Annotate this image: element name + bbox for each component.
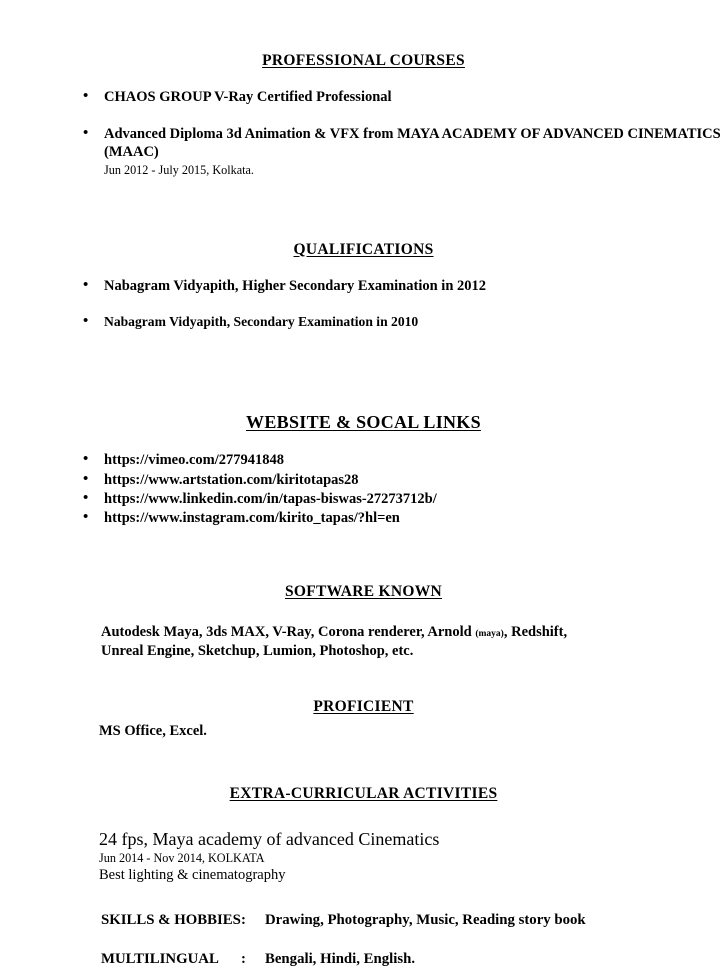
- section-heading-software-known: SOFTWARE KNOWN: [284, 582, 443, 600]
- skills-hobbies-value: Drawing, Photography, Music, Reading story book: [265, 911, 586, 928]
- multilingual-row: [101, 951, 727, 968]
- section-heading-website-social-links: WEBSITE & SOCAL LINKS: [246, 412, 481, 433]
- software-known-line-1: [101, 623, 727, 643]
- course-text: Advanced Diploma 3d Animation & VFX from MAYA ACADEMY OF ADVANCED CINEMATICS (MAAC): [104, 125, 721, 161]
- skills-hobbies-label: SKILLS & HOBBIES: [101, 911, 241, 928]
- extra-curricular-description: Best lighting & cinematography: [99, 867, 286, 884]
- link-vimeo[interactable]: https://vimeo.com/277941848: [104, 452, 285, 469]
- software-list-part-2: , Redshift,: [503, 623, 568, 640]
- qualification-text: Nabagram Vidyapith, Secondary Examination in 2010: [104, 314, 419, 330]
- social-links-list: [0, 451, 727, 528]
- link-linkedin[interactable]: https://www.linkedin.com/in/tapas-biswas-27273712b/: [104, 491, 437, 507]
- section-heading-qualifications: QUALIFICATIONS: [293, 240, 434, 258]
- proficient-text: MS Office, Excel.: [99, 722, 207, 739]
- list-item: [75, 125, 727, 179]
- skills-hobbies-colon: :: [241, 911, 246, 928]
- section-heading-proficient: PROFICIENT: [313, 697, 414, 715]
- software-list-part-1: Autodesk Maya, 3ds MAX, V-Ray, Corona renderer, Arnold: [101, 623, 476, 640]
- course-text: CHAOS GROUP V-Ray Certified Professional: [104, 89, 392, 105]
- professional-courses-list: [0, 88, 727, 179]
- list-item: [75, 277, 727, 296]
- extra-curricular-title: 24 fps, Maya academy of advanced Cinematics: [99, 829, 440, 850]
- link-instagram[interactable]: https://www.instagram.com/kirito_tapas/?hl=en: [104, 510, 400, 527]
- link-artstation[interactable]: https://www.artstation.com/kiritotapas28: [104, 471, 359, 488]
- extra-curricular-date: Jun 2014 - Nov 2014, KOLKATA: [99, 850, 265, 865]
- list-item: [75, 451, 727, 470]
- software-known-line-2: Unreal Engine, Sketchup, Lumion, Photoshop, etc.: [101, 643, 414, 660]
- qualifications-list: [0, 277, 727, 331]
- qualification-text: Nabagram Vidyapith, Higher Secondary Examination in 2012: [104, 277, 487, 294]
- multilingual-label: MULTILINGUAL: [101, 950, 219, 967]
- extra-curricular-entry: [99, 829, 727, 886]
- skills-hobbies-row: [101, 912, 727, 929]
- section-heading-extra-curricular: EXTRA-CURRICULAR ACTIVITIES: [229, 785, 498, 803]
- section-heading-professional-courses: PROFESSIONAL COURSES: [262, 52, 465, 69]
- list-item: [75, 471, 727, 490]
- list-item: [75, 88, 727, 107]
- list-item: [75, 490, 727, 509]
- software-arnold-maya-note: (maya): [475, 628, 504, 639]
- course-date-note: Jun 2012 - July 2015, Kolkata.: [104, 162, 254, 177]
- multilingual-value: Bengali, Hindi, English.: [265, 950, 416, 967]
- list-item: [75, 313, 727, 330]
- list-item: [75, 509, 727, 528]
- multilingual-colon: :: [241, 950, 246, 967]
